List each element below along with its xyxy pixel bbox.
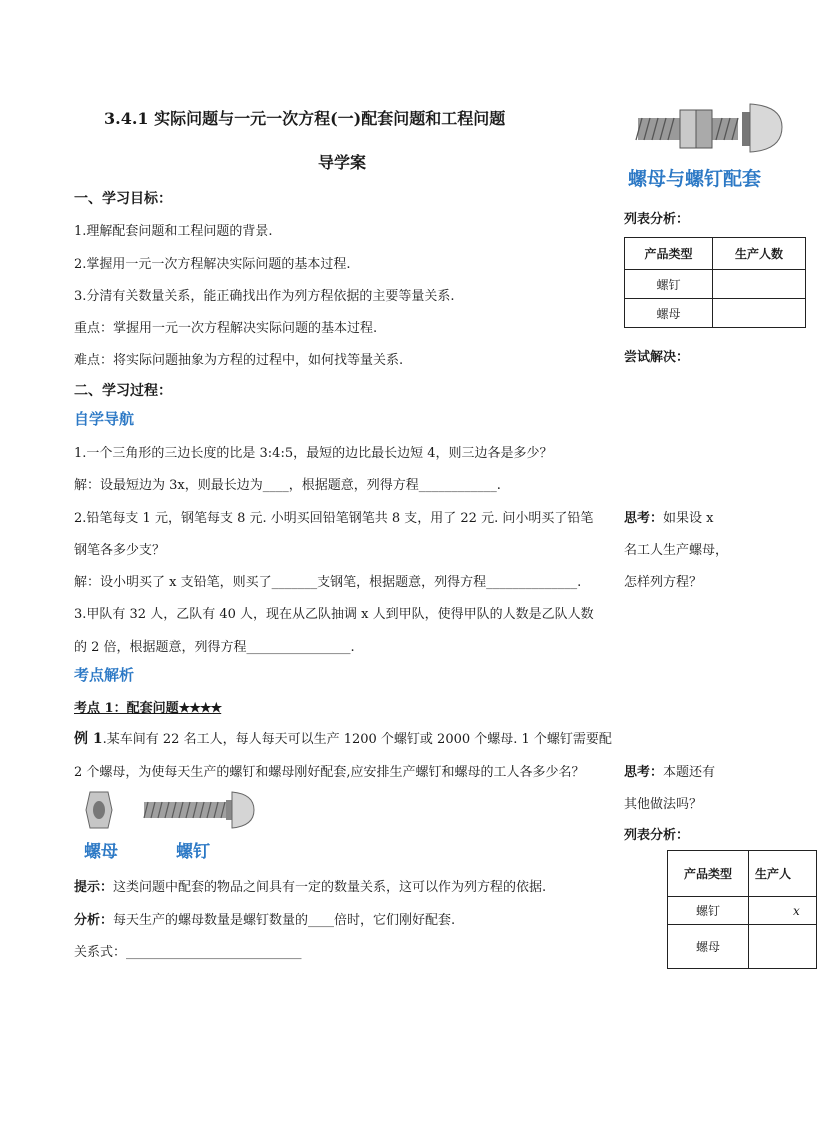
table1-header-type: 产品类型 [625,238,713,270]
page-title: 3.4.1 实际问题与一元一次方程(一)配套问题和工程问题 [104,109,506,128]
key-point: 重点：掌握用一元一次方程解决实际问题的基本过程. [74,321,378,336]
question-2-solution: 解：设小明买了 x 支铅笔，则买了_______支钢笔，根据题意，列得方程______________. [74,575,582,590]
think-1-line-1 [624,507,713,526]
think-2-text: 本题还有 [663,765,716,780]
question-2-line-1: 2.铅笔每支 1 元，钢笔每支 8 元. 小明买回铅笔钢笔共 8 支，用了 22 元. 问小明买了铅笔 [74,511,594,526]
goal-item-3: 3.分清有关数量关系，能正确找出作为列方程依据的主要等量关系. [74,289,455,304]
goal-item-2: 2.掌握用一元一次方程解决实际问题的基本过程. [74,257,351,272]
analysis [74,909,455,928]
goal-item-1: 1.理解配套问题和工程问题的背景. [74,224,273,239]
table2-cell-nut-workers [749,925,817,969]
think-1-text: 如果设 x [663,511,714,526]
table1-row-screw: 螺钉 [625,270,713,299]
question-3-line-1: 3.甲队有 32 人，乙队有 40 人，现在从乙队抽调 x 人到甲队，使得甲队的人数是乙队人数 [74,607,594,622]
difficulty-point: 难点：将实际问题抽象为方程的过程中，如何找等量关系. [74,353,404,368]
table-analysis-label-1: 列表分析： [624,212,690,227]
example-1-label: 例 1 [74,731,103,747]
table1-cell-screw-workers [713,270,806,299]
key-point-1 [74,697,221,716]
hint-text: 这类问题中配套的物品之间具有一定的数量关系，这可以作为列方程的依据. [113,880,547,895]
screw-label: 螺钉 [176,842,210,862]
example-1-text: .某车间有 22 名工人，每人每天可以生产 1200 个螺钉或 2000 个螺母. 1 个螺钉需要配 [102,732,612,747]
think-2-line-1 [624,761,715,780]
think-2-line-2: 其他做法吗？ [624,797,703,812]
table2-row-nut: 螺母 [668,925,749,969]
try-solve-label: 尝试解决： [624,350,690,365]
table1-row-nut: 螺母 [625,299,713,328]
analysis-table-1 [624,237,806,328]
table2-row-screw: 螺钉 [668,897,749,925]
table1-cell-nut-workers [713,299,806,328]
image-banner: 螺母与螺钉配套 [628,168,762,190]
analysis-text: 每天生产的螺母数量是螺钉数量的____倍时，它们刚好配套. [113,913,456,928]
example-1-line-1 [74,728,612,748]
analysis-table-2 [667,850,817,969]
question-2-line-2: 钢笔各多少支？ [74,543,166,558]
hint [74,876,546,895]
question-1-solution: 解：设最短边为 3x，则最长边为____，根据题意，列得方程____________. [74,478,501,493]
hint-label: 提示： [74,880,114,895]
nut-image [84,790,114,830]
relation-formula: 关系式：___________________________ [74,945,302,960]
table2-header-type: 产品类型 [668,851,749,897]
analysis-label: 分析： [74,913,114,928]
section-heading-process: 二、学习过程： [74,383,172,399]
think-1-line-2: 名工人生产螺母， [624,543,729,558]
think-1-line-3: 怎样列方程？ [624,575,703,590]
table2-header-workers: 生产人 [749,851,817,897]
page-subtitle: 导学案 [318,153,367,172]
table-analysis-label-2: 列表分析： [624,828,690,843]
example-1-line-2: 2 个螺母，为使每天生产的螺钉和螺母刚好配套,应安排生产螺钉和螺母的工人各多少名？ [74,765,585,780]
key-point-1-label: 考点 1：配套问题 [74,701,179,716]
section-heading-goals: 一、学习目标： [74,191,172,207]
table1-header-workers: 生产人数 [713,238,806,270]
self-study-heading: 自学导航 [74,410,135,428]
analysis-heading: 考点解析 [74,666,135,684]
bolt-nut-image [634,98,784,156]
screw-image [140,790,256,830]
table2-cell-screw-workers: x [749,897,817,925]
think-2-label: 思考： [624,765,664,780]
question-3-line-2: 的 2 倍，根据题意，列得方程________________. [74,640,355,655]
think-1-label: 思考： [624,511,664,526]
nut-label: 螺母 [84,842,118,862]
difficulty-stars: ★★★★ [178,701,222,716]
question-1: 1.一个三角形的三边长度的比是 3:4:5，最短的边比最长边短 4，则三边各是多少？ [74,446,553,461]
